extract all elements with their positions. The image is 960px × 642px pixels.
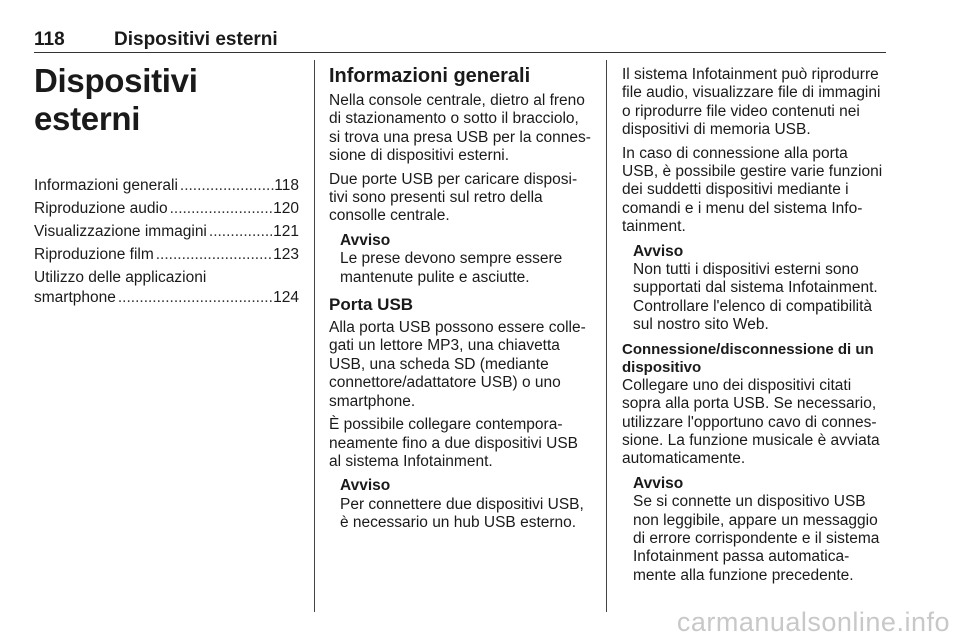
note-text: Se si connette un dispositivo USB non leggibile, appare un messaggio di errore corrispondente e il sistema Infotainment passa automatica-mente alla funzione precedente. [633, 493, 880, 584]
paragraph: In caso di connessione alla porta USB, è possibile gestire varie funzioni dei suddetti dispositivi mediante i comandi e i menu del sistema Info-tainment. [622, 144, 883, 236]
subsection-heading: Porta USB [329, 295, 414, 315]
toc-leader [116, 288, 273, 308]
toc-item-riproduzione-audio[interactable] [34, 199, 299, 219]
note-title: Avviso [633, 474, 684, 492]
note-text: Per connettere due dispositivi USB, è necessario un hub USB esterno. [340, 495, 584, 532]
column-divider-1 [314, 60, 315, 612]
paragraph: Collegare uno dei dispositivi citati sopra alla porta USB. Se necessario, utilizzare l'opportuno cavo di connes-sione. La funzione musicale è avviata automaticamente. [622, 376, 880, 468]
toc-leader [178, 176, 274, 196]
chapter-title: Dispositivi esterni [34, 62, 198, 137]
running-title: Dispositivi esterni [114, 29, 278, 50]
toc-label: Utilizzo delle applicazioni [34, 269, 207, 286]
toc-page: 123 [273, 246, 299, 263]
column-2 [329, 60, 591, 539]
watermark: carmanualsonline.info [676, 607, 950, 637]
subsection-heading: Connessione/disconnessione di un dispositivo [622, 340, 874, 376]
toc-leader [207, 222, 273, 242]
toc-label: Riproduzione audio [34, 200, 168, 217]
paragraph: È possibile collegare contempora-neamente fino a due dispositivi USB al sistema Infotainment. [329, 416, 579, 470]
paragraph: Il sistema Infotainment può riprodurre file audio, visualizzare file di immagini o riprodurre file video contenuti nei dispositivi di memoria USB. [622, 66, 881, 139]
toc-label: Riproduzione film [34, 246, 154, 263]
toc-page: 124 [273, 289, 299, 306]
section-heading: Informazioni generali [329, 65, 531, 87]
page-number: 118 [34, 29, 65, 50]
toc-label: smartphone [34, 289, 116, 306]
header-divider [34, 52, 886, 53]
toc-label: Informazioni generali [34, 177, 178, 194]
note-title: Avviso [340, 231, 391, 249]
note-box [633, 475, 886, 585]
toc-item-applicazioni-smartphone[interactable] [34, 268, 299, 308]
toc-page: 121 [273, 223, 299, 240]
toc-page: 118 [274, 177, 299, 194]
page-header [34, 8, 886, 48]
column-3 [622, 60, 886, 591]
toc-item-riproduzione-film[interactable] [34, 245, 299, 265]
note-box [633, 243, 886, 335]
note-box [340, 232, 591, 287]
note-title: Avviso [340, 477, 391, 495]
column-divider-2 [606, 60, 607, 612]
note-title: Avviso [633, 242, 684, 260]
toc-leader [168, 199, 274, 219]
paragraph: Nella console centrale, dietro al freno di stazionamento o sotto il bracciolo, si trova una presa USB per la connes-sione di dispositivi esterni. [329, 92, 591, 165]
table-of-contents [34, 176, 299, 308]
column-1 [34, 60, 299, 311]
note-box [340, 477, 591, 532]
toc-leader [154, 245, 273, 265]
toc-page: 120 [273, 200, 299, 217]
paragraph: Due porte USB per caricare disposi-tivi sono presenti sul retro della consolle centrale. [329, 170, 578, 225]
note-text: Non tutti i dispositivi esterni sono supportati dal sistema Infotainment. Controllare l'elenco di compatibilità sul nostro sito Web. [633, 261, 878, 334]
paragraph: Alla porta USB possono essere colle-gati un lettore MP3, una chiavetta USB, una scheda SD (mediante connettore/adattatore USB) o uno smartphone. [329, 319, 586, 410]
toc-item-visualizzazione-immagini[interactable] [34, 222, 299, 242]
note-text: Le prese devono sempre essere mantenute pulite e asciutte. [340, 250, 563, 286]
toc-label: Visualizzazione immagini [34, 223, 207, 240]
toc-item-informazioni-generali[interactable] [34, 176, 299, 196]
